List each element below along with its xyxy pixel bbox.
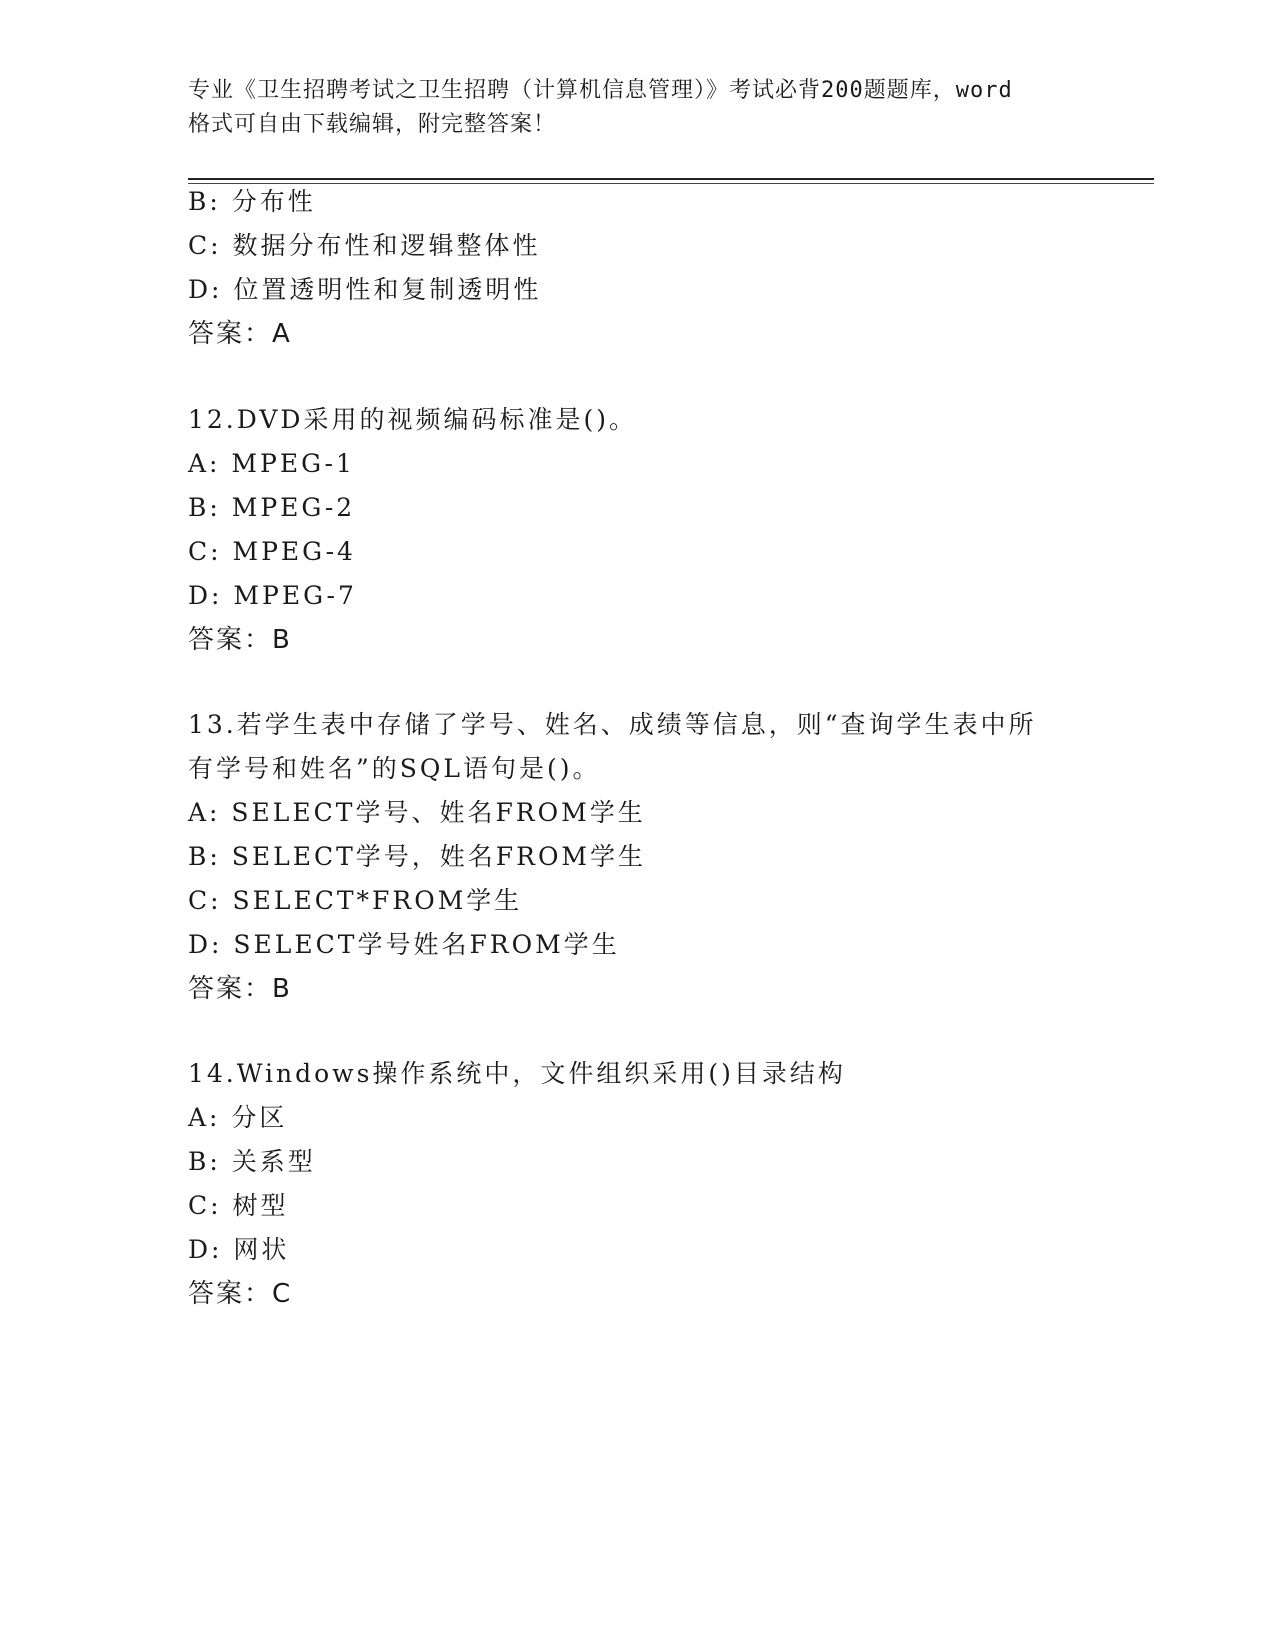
q14-option-b: B: 关系型 <box>188 1147 316 1176</box>
q13-option-c: C: SELECT*FROM学生 <box>188 886 523 915</box>
q13-option-b: B: SELECT学号，姓名FROM学生 <box>188 842 647 871</box>
header-line-1: 专业《卫生招聘考试之卫生招聘（计算机信息管理）》考试必背200题题库，word <box>188 78 1013 103</box>
q11-option-c: C: 数据分布性和逻辑整体性 <box>188 231 541 260</box>
q14-answer: 答案：C <box>188 1279 293 1309</box>
q12-option-d: D: MPEG-7 <box>188 581 357 610</box>
q13-option-a: A: SELECT学号、姓名FROM学生 <box>188 798 646 827</box>
q14-option-c: C: 树型 <box>188 1191 289 1220</box>
q12-option-a: A: MPEG-1 <box>188 449 355 478</box>
q13-question-line-2: 有学号和姓名”的SQL语句是()。 <box>188 754 601 783</box>
q11-option-d: D: 位置透明性和复制透明性 <box>188 275 542 304</box>
q12-answer: 答案：B <box>188 625 292 655</box>
header-divider <box>188 178 1154 180</box>
q12-option-c: C: MPEG-4 <box>188 537 356 566</box>
header-line-2: 格式可自由下载编辑，附完整答案！ <box>188 112 557 137</box>
q11-option-b: B: 分布性 <box>188 187 316 216</box>
q14-option-a: A: 分区 <box>188 1103 288 1132</box>
document-header <box>188 74 1088 142</box>
q14-option-d: D: 网状 <box>188 1235 290 1264</box>
q12-option-b: B: MPEG-2 <box>188 493 356 522</box>
q14-question: 14.Windows操作系统中，文件组织采用()目录结构 <box>188 1059 846 1088</box>
q13-option-d: D: SELECT学号姓名FROM学生 <box>188 930 620 959</box>
q11-answer: 答案：A <box>188 319 292 349</box>
header-divider-thin <box>188 183 1154 184</box>
q13-answer: 答案：B <box>188 974 292 1004</box>
q12-question: 12.DVD采用的视频编码标准是()。 <box>188 405 637 434</box>
q13-question-line-1: 13.若学生表中存储了学号、姓名、成绩等信息，则“查询学生表中所 <box>188 710 1037 739</box>
